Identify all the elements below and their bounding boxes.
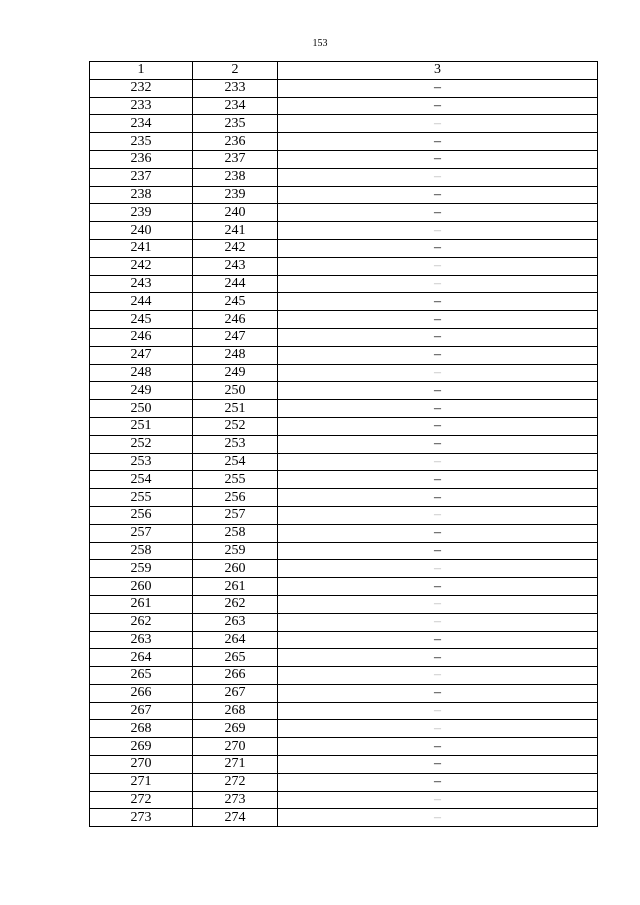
table-cell-col1: 253	[90, 453, 193, 471]
table-row	[90, 311, 598, 329]
table-cell-col3: –	[278, 720, 598, 738]
table-cell-col2: 251	[193, 400, 278, 418]
table-cell-col1: 255	[90, 489, 193, 507]
table-row	[90, 738, 598, 756]
table-cell-col3: –	[278, 79, 598, 97]
table-cell-col1: 237	[90, 168, 193, 186]
table-row	[90, 773, 598, 791]
table-cell-col3: –	[278, 150, 598, 168]
table-row	[90, 417, 598, 435]
table-row	[90, 150, 598, 168]
table-cell-col2: 242	[193, 239, 278, 257]
table-row	[90, 204, 598, 222]
table-cell-col1: 259	[90, 560, 193, 578]
table-cell-col2: 233	[193, 79, 278, 97]
table-cell-col2: 243	[193, 257, 278, 275]
table-cell-col3: –	[278, 613, 598, 631]
table-cell-col2: 269	[193, 720, 278, 738]
table-row	[90, 79, 598, 97]
table-cell-col3: –	[278, 649, 598, 667]
table-cell-col1: 261	[90, 595, 193, 613]
table-cell-col3: –	[278, 453, 598, 471]
table-cell-col1: 254	[90, 471, 193, 489]
table-row	[90, 578, 598, 596]
table-cell-col3: –	[278, 489, 598, 507]
table-row	[90, 115, 598, 133]
table-cell-col1: 235	[90, 133, 193, 151]
table-cell-col3: –	[278, 346, 598, 364]
data-table	[89, 61, 598, 827]
table-cell-col3: –	[278, 239, 598, 257]
table-cell-col2: 261	[193, 578, 278, 596]
table-cell-col2: 237	[193, 150, 278, 168]
table-cell-col1: 268	[90, 720, 193, 738]
table-cell-col2: 272	[193, 773, 278, 791]
table-row	[90, 293, 598, 311]
table-row	[90, 382, 598, 400]
table-row	[90, 453, 598, 471]
table-cell-col3: –	[278, 257, 598, 275]
table-row	[90, 613, 598, 631]
table-cell-col1: 238	[90, 186, 193, 204]
table-cell-col3: –	[278, 542, 598, 560]
table-cell-col1: 246	[90, 328, 193, 346]
table-header-row	[90, 62, 598, 80]
table-cell-col1: 263	[90, 631, 193, 649]
table-cell-col2: 241	[193, 222, 278, 240]
table-row	[90, 684, 598, 702]
table-row	[90, 702, 598, 720]
table-cell-col3: –	[278, 791, 598, 809]
table-cell-col2: 236	[193, 133, 278, 151]
column-header-2: 2	[193, 62, 278, 80]
table-cell-col1: 273	[90, 809, 193, 827]
table-cell-col3: –	[278, 115, 598, 133]
table-cell-col1: 262	[90, 613, 193, 631]
table-cell-col1: 269	[90, 738, 193, 756]
page-number: 153	[312, 38, 328, 49]
table-cell-col2: 234	[193, 97, 278, 115]
table-cell-col3: –	[278, 133, 598, 151]
table-cell-col1: 245	[90, 311, 193, 329]
table-cell-col3: –	[278, 595, 598, 613]
table-cell-col3: –	[278, 364, 598, 382]
table-cell-col3: –	[278, 702, 598, 720]
table-cell-col1: 243	[90, 275, 193, 293]
table-cell-col2: 240	[193, 204, 278, 222]
table-cell-col2: 271	[193, 756, 278, 774]
table-cell-col3: –	[278, 293, 598, 311]
table-cell-col3: –	[278, 222, 598, 240]
table-cell-col3: –	[278, 756, 598, 774]
table-row	[90, 809, 598, 827]
table-cell-col2: 254	[193, 453, 278, 471]
table-cell-col2: 265	[193, 649, 278, 667]
table-row	[90, 400, 598, 418]
table-cell-col2: 249	[193, 364, 278, 382]
table-cell-col2: 250	[193, 382, 278, 400]
table-row	[90, 239, 598, 257]
table-cell-col2: 245	[193, 293, 278, 311]
table-cell-col2: 238	[193, 168, 278, 186]
table-cell-col3: –	[278, 400, 598, 418]
table-cell-col1: 267	[90, 702, 193, 720]
table-cell-col1: 257	[90, 524, 193, 542]
table-cell-col3: –	[278, 168, 598, 186]
table-cell-col3: –	[278, 471, 598, 489]
table-cell-col1: 264	[90, 649, 193, 667]
table-row	[90, 791, 598, 809]
table-cell-col3: –	[278, 435, 598, 453]
table-row	[90, 257, 598, 275]
table-cell-col2: 246	[193, 311, 278, 329]
table-cell-col3: –	[278, 97, 598, 115]
column-header-1: 1	[90, 62, 193, 80]
table-cell-col1: 239	[90, 204, 193, 222]
table-cell-col1: 258	[90, 542, 193, 560]
table-cell-col2: 256	[193, 489, 278, 507]
table-cell-col2: 270	[193, 738, 278, 756]
table-row	[90, 667, 598, 685]
table-cell-col2: 244	[193, 275, 278, 293]
table-row	[90, 471, 598, 489]
column-header-3: 3	[278, 62, 598, 80]
table-cell-col1: 266	[90, 684, 193, 702]
table-row	[90, 720, 598, 738]
table-cell-col3: –	[278, 382, 598, 400]
table-row	[90, 435, 598, 453]
table-row	[90, 649, 598, 667]
table-cell-col2: 253	[193, 435, 278, 453]
table-cell-col1: 260	[90, 578, 193, 596]
table-cell-col1: 250	[90, 400, 193, 418]
table-row	[90, 97, 598, 115]
table-cell-col1: 249	[90, 382, 193, 400]
table-cell-col1: 234	[90, 115, 193, 133]
table-cell-col1: 241	[90, 239, 193, 257]
table-cell-col3: –	[278, 738, 598, 756]
table-cell-col2: 266	[193, 667, 278, 685]
table-row	[90, 489, 598, 507]
table-cell-col2: 273	[193, 791, 278, 809]
table-row	[90, 542, 598, 560]
table-row	[90, 222, 598, 240]
table-cell-col3: –	[278, 204, 598, 222]
table-cell-col1: 244	[90, 293, 193, 311]
table-cell-col3: –	[278, 578, 598, 596]
table-row	[90, 168, 598, 186]
table-cell-col1: 265	[90, 667, 193, 685]
table-cell-col2: 235	[193, 115, 278, 133]
table-cell-col1: 233	[90, 97, 193, 115]
table-cell-col1: 256	[90, 506, 193, 524]
table-cell-col2: 268	[193, 702, 278, 720]
table-cell-col2: 259	[193, 542, 278, 560]
table-cell-col2: 257	[193, 506, 278, 524]
table-cell-col3: –	[278, 667, 598, 685]
table-cell-col1: 251	[90, 417, 193, 435]
table-cell-col1: 270	[90, 756, 193, 774]
table-cell-col2: 262	[193, 595, 278, 613]
table-cell-col3: –	[278, 275, 598, 293]
table-cell-col2: 260	[193, 560, 278, 578]
table-cell-col2: 258	[193, 524, 278, 542]
table-row	[90, 328, 598, 346]
table-cell-col3: –	[278, 809, 598, 827]
table-cell-col1: 271	[90, 773, 193, 791]
table-body	[90, 62, 598, 827]
table-cell-col1: 242	[90, 257, 193, 275]
table-cell-col2: 264	[193, 631, 278, 649]
table-row	[90, 275, 598, 293]
table-row	[90, 133, 598, 151]
table-cell-col2: 247	[193, 328, 278, 346]
table-row	[90, 364, 598, 382]
table-cell-col1: 232	[90, 79, 193, 97]
table-cell-col1: 248	[90, 364, 193, 382]
table-row	[90, 506, 598, 524]
table-cell-col3: –	[278, 186, 598, 204]
table-cell-col1: 236	[90, 150, 193, 168]
table-cell-col3: –	[278, 524, 598, 542]
table-cell-col3: –	[278, 560, 598, 578]
table-row	[90, 756, 598, 774]
table-cell-col2: 263	[193, 613, 278, 631]
table-cell-col1: 252	[90, 435, 193, 453]
table-cell-col3: –	[278, 684, 598, 702]
table-row	[90, 346, 598, 364]
table-cell-col3: –	[278, 311, 598, 329]
table-cell-col2: 239	[193, 186, 278, 204]
table-cell-col1: 247	[90, 346, 193, 364]
table-cell-col2: 248	[193, 346, 278, 364]
table-row	[90, 631, 598, 649]
table-row	[90, 524, 598, 542]
table-row	[90, 560, 598, 578]
table-cell-col1: 240	[90, 222, 193, 240]
table-cell-col3: –	[278, 328, 598, 346]
table-cell-col3: –	[278, 506, 598, 524]
table-cell-col2: 252	[193, 417, 278, 435]
table-cell-col3: –	[278, 417, 598, 435]
table-cell-col3: –	[278, 773, 598, 791]
table-row	[90, 186, 598, 204]
table-cell-col2: 274	[193, 809, 278, 827]
table-cell-col1: 272	[90, 791, 193, 809]
table-cell-col3: –	[278, 631, 598, 649]
table-cell-col2: 255	[193, 471, 278, 489]
table-row	[90, 595, 598, 613]
table-cell-col2: 267	[193, 684, 278, 702]
